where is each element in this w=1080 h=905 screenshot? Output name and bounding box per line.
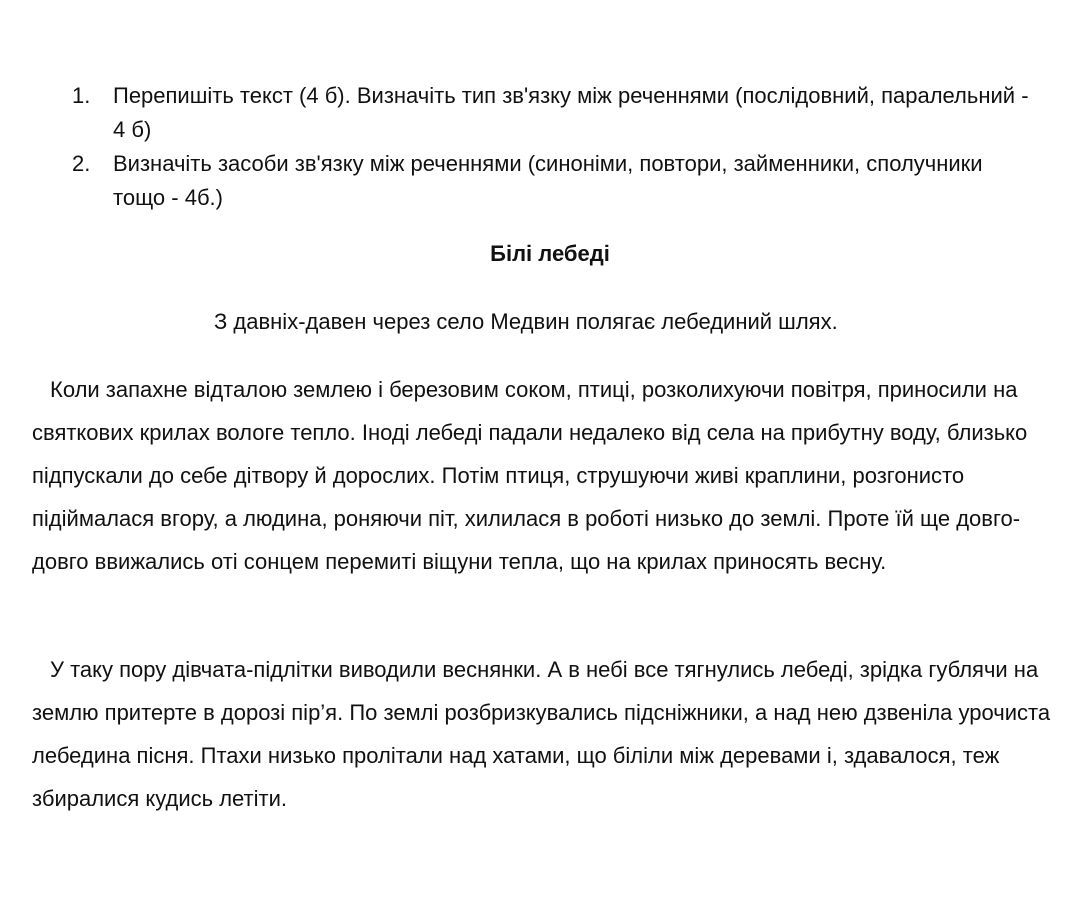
lead-sentence: З давніх-давен через село Медвин полягає лебединий шлях. (214, 309, 838, 334)
task-number: 2. (72, 151, 91, 176)
paragraph-2: У таку пору дівчата-підлітки виводили веснянки. А в небі все тягнулись лебеді, зрідка гублячи на землю притерте в дорозі пір’я. По землі розбризкувались підсніжники, а над нею дзвеніла урочиста лебедина пісня. Птахи низько пролітали над хатами, що біліли між деревами і, здавалося, теж збиралися кудись летіти. (32, 657, 1051, 811)
task-item-2 (72, 147, 1032, 215)
task-text: Перепишіть текст (4 б). Визначіть тип зв'язку між реченнями (послідовний, паралельний - 4 б) (113, 83, 1029, 142)
task-list (72, 79, 1032, 215)
text-title: Білі лебеді (490, 241, 610, 266)
task-number: 1. (72, 83, 91, 108)
paragraph-1: Коли запахне відталою землею і березовим соком, птиці, розколихуючи повітря, приносили на святкових крилах вологе тепло. Іноді лебеді падали недалеко від села на прибутну воду, близько підпускали до себе дітвору й дорослих. Потім птиця, струшуючи живі краплини, розгонисто підіймалася вгору, а людина, роняючи піт, хилилася в роботі низько до землі. Проте їй ще довго-довго ввижались оті сонцем перемиті віщуни тепла, що на крилах приносять весну. (32, 377, 1028, 574)
task-text: Визначіть засоби зв'язку між реченнями (синоніми, повтори, займенники, сполучники тощо - 4б.) (113, 151, 983, 210)
task-item-1 (72, 79, 1032, 147)
